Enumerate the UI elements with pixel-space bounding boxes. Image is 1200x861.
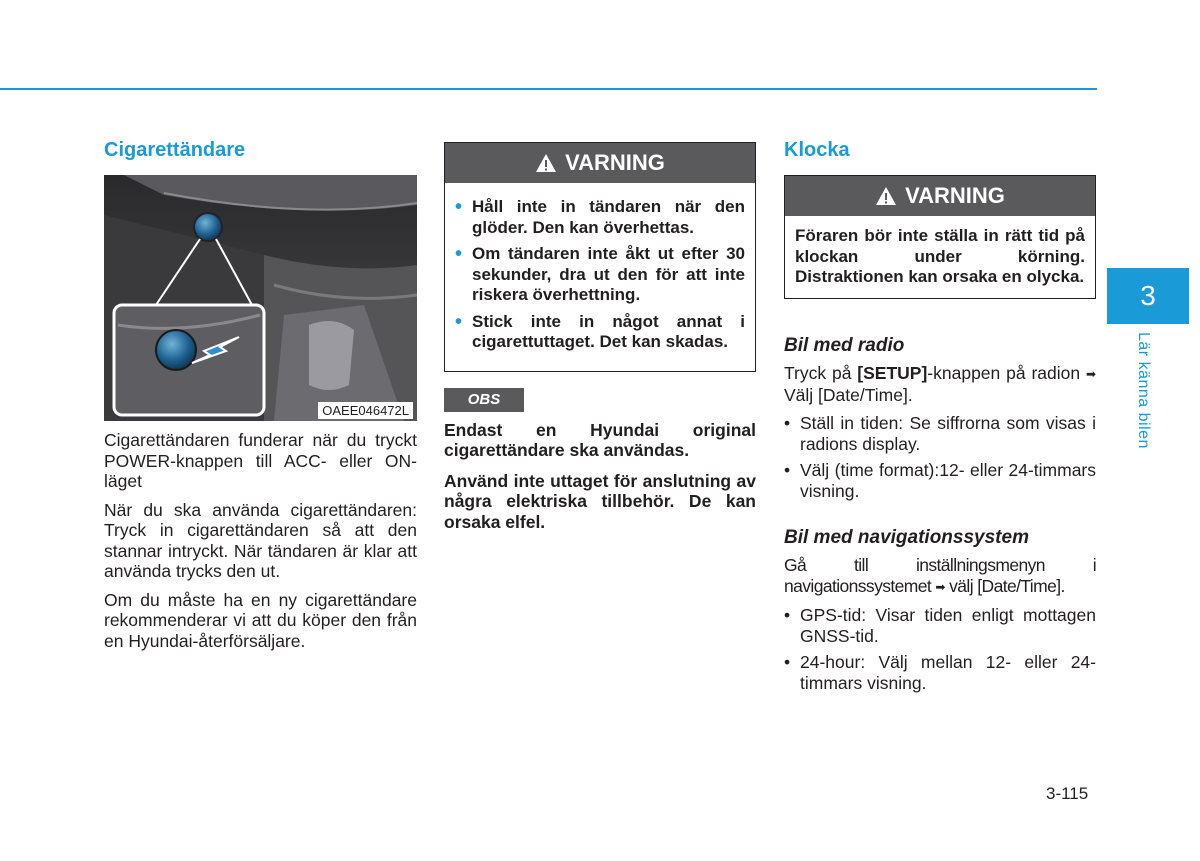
section-heading-cigarettandare: Cigarettändare bbox=[104, 139, 246, 161]
text: Tryck på bbox=[784, 363, 858, 383]
warning-text: Föraren bör inte ställa in rätt tid på klockan under körning. Distraktionen kan orsaka en olycka. bbox=[795, 226, 1085, 286]
warning-triangle-icon bbox=[875, 186, 897, 206]
paragraph: Om du måste ha en ny cigarettändare rekommenderar vi att du köper den från en Hyundai-återförsäljare. bbox=[104, 589, 417, 651]
text: Välj [Date/Time]. bbox=[784, 384, 913, 405]
photo-code: OAEE046472L bbox=[318, 402, 413, 419]
page-number: 3-115 bbox=[1046, 784, 1089, 803]
chapter-label: Lär känna bilen bbox=[1135, 332, 1152, 449]
obs-paragraph: Endast en Hyundai original cigarettändare ska användas. bbox=[444, 419, 756, 460]
subheading-radio: Bil med radio bbox=[784, 335, 905, 356]
radio-list bbox=[784, 413, 1096, 501]
middle-column bbox=[444, 142, 756, 542]
arrow-right-icon: ➡ bbox=[1085, 367, 1097, 382]
paragraph: När du ska använda cigarettändaren: Tryck in cigarettändaren så att den stannar intryckt. När tändaren är klar att använda trycks den ut. bbox=[104, 499, 417, 581]
obs-badge: OBS bbox=[444, 388, 524, 412]
list-item: • Stick inte in något annat i cigarettuttaget. Det kan skadas. bbox=[455, 312, 745, 353]
list-item: • Håll inte in tändaren när den glöder. Den kan överhettas. bbox=[455, 197, 745, 238]
left-text bbox=[104, 430, 417, 659]
warning-body bbox=[785, 216, 1095, 298]
list-item: • Välj (time format):12- eller 24-timmars visning. bbox=[784, 460, 1096, 501]
list-item: • Om tändaren inte åkt ut efter 30 sekunder, dra ut den för att inte riskera överhettning. bbox=[455, 244, 745, 306]
warning-triangle-icon bbox=[535, 153, 557, 173]
warning-body bbox=[445, 183, 755, 371]
warning-header bbox=[785, 176, 1095, 216]
paragraph bbox=[784, 555, 1096, 597]
warning-box-lighter bbox=[444, 142, 756, 372]
nav-list bbox=[784, 605, 1096, 693]
obs-paragraph: Använd inte uttaget för anslutning av några elektriska tillbehör. De kan orsaka elfel. bbox=[444, 470, 756, 532]
warning-header bbox=[445, 143, 755, 183]
list-item: • 24-hour: Välj mellan 12- eller 24-timmars visning. bbox=[784, 652, 1096, 693]
header-rule bbox=[0, 88, 1097, 90]
setup-key-label: [SETUP] bbox=[857, 363, 928, 383]
arrow-right-icon: ➡ bbox=[935, 579, 945, 594]
warning-box-clock bbox=[784, 175, 1096, 299]
warning-title: VARNING bbox=[565, 150, 665, 175]
subheading-nav: Bil med navigationssystem bbox=[784, 527, 1029, 549]
paragraph bbox=[784, 363, 1096, 405]
warning-list bbox=[455, 197, 745, 353]
text: välj [Date/Time]. bbox=[944, 575, 1065, 596]
list-item: • Ställ in tiden: Se siffrorna som visas i radions display. bbox=[784, 413, 1096, 454]
clock-instructions bbox=[784, 335, 1096, 701]
paragraph: Cigarettändaren funderar när du tryckt POWER-knappen till ACC- eller ON-läget bbox=[104, 430, 417, 491]
warning-title: VARNING bbox=[905, 183, 1005, 208]
chapter-tab: 3 bbox=[1107, 268, 1189, 324]
lighter-photo bbox=[104, 175, 417, 421]
lighter-illustration bbox=[104, 175, 417, 421]
list-item: • GPS-tid: Visar tiden enligt mottagen GNSS-tid. bbox=[784, 605, 1096, 646]
section-heading-klocka: Klocka bbox=[784, 139, 850, 161]
text: -knappen på radion bbox=[927, 363, 1086, 383]
text: Gå till inställningsmenyn i navigationssystemet bbox=[784, 555, 1096, 596]
